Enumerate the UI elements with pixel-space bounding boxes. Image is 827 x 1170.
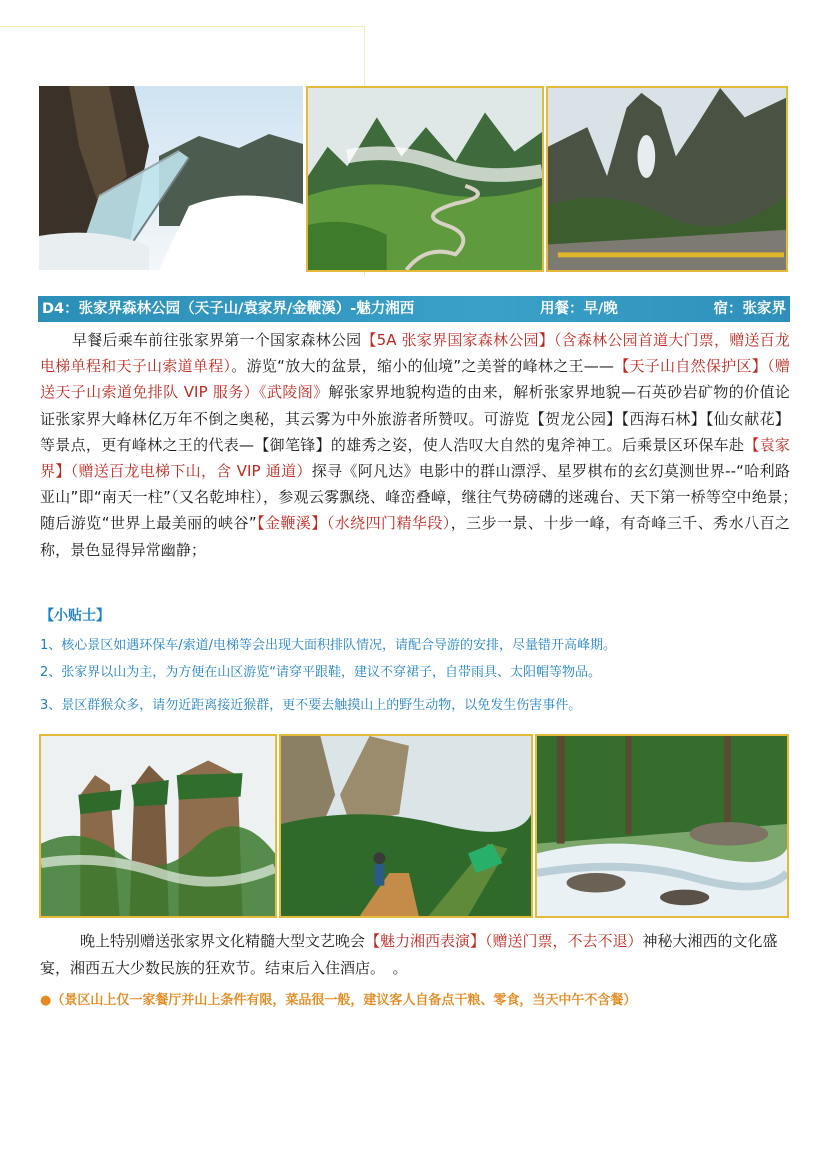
itinerary-text: 解张家界地貌构造的由来，解析张家界地貌—石英砂岩矿物的价值论证张家界大峰林亿万年不倒之奥秘，其云雾为中外旅游者所赞叹。可游览【贺龙公园】【西海石林】【仙女献花】等景点，更有峰林之王的代表—【御笔锋】的雄秀之姿，使人浩叹大自然的鬼斧神工。后乘景区环保车赴 xyxy=(40,383,791,454)
tip-item: 1、核心景区如遇环保车/索道/电梯等会出现大面积排队情况，请配合导游的安排，尽量错开高峰期。 xyxy=(40,638,617,653)
tip-item: 2、张家界以山为主，为方便在山区游览“请穿平跟鞋，建议不穿裙子，自带雨具、太阳帽等物品。 xyxy=(40,665,602,680)
jinbianxi-highlight: 【金鞭溪】（水绕四门精华段） xyxy=(256,514,451,533)
tips-title: 【小贴士】 xyxy=(40,608,110,624)
day-title: D4：张家界森林公园（天子山/袁家界/金鞭溪）-魅力湘西 xyxy=(42,301,415,317)
itinerary-text: ，三步一景、十步一峰，有奇峰三千、秀水八百之称，景色显得异常幽静； xyxy=(40,514,791,559)
meal-note: ●（景区山上仅一家餐厅并山上条件有限，菜品很一般，建议客人自备点干粮、零食，当天中午不含餐） xyxy=(40,993,637,1008)
forest-park-highlight: 【5A 张家界国家森林公园】（含森林公园首道大门票，赠送百龙电梯单程和天子山索道单程） xyxy=(40,331,790,376)
evening-paragraph xyxy=(40,928,790,982)
winding-mountain-road-photo xyxy=(306,86,544,272)
hotel-info: 宿：张家界 xyxy=(713,301,786,317)
sandstone-pillars-photo xyxy=(39,734,277,918)
yuanjiajie-highlight: 【袁家界】（赠送百龙电梯下山，含 VIP 通道） xyxy=(40,435,790,481)
golden-whip-stream-photo xyxy=(535,734,789,918)
tianmen-cave-photo xyxy=(546,86,788,272)
itinerary-text: 探寻《阿凡达》电影中的群山漂浮、星罗棋布的玄幻莫测世界--“哈利路亚山”即“南天一柱”（又名乾坤柱），参观云雾飘绕、峰峦叠嶂，继往气势磅礴的迷魂台、天下第一桥等空中绝景； 随后游览“世界上最美丽的峡谷” xyxy=(40,462,806,533)
itinerary-text: 。游览“放大的盆景，缩小的仙境”之美誉的峰林之王—— xyxy=(231,357,614,376)
show-highlight: 【魅力湘西表演】（赠送门票，不去不退） xyxy=(365,932,643,950)
evening-text: 晚上特别赠送张家界文化精髓大型文艺晚会 xyxy=(80,932,366,950)
meals-info: 用餐：早/晚 xyxy=(540,301,618,317)
glass-skywalk-photo xyxy=(39,86,303,270)
decorative-line xyxy=(0,26,365,27)
forest-railway-photo xyxy=(279,734,533,918)
evening-text: 神秘大湘西的文化盛宴，湘西五大少数民族的狂欢节。结束后入住酒店。 。 xyxy=(40,932,778,977)
day-header-bar xyxy=(38,296,790,322)
itinerary-text: 早餐后乘车前往张家界第一个国家森林公园 xyxy=(72,331,362,349)
tip-item: 3、景区群猴众多，请勿近距离接近猴群，更不要去触摸山上的野生动物，以免发生伤害事件。 xyxy=(40,698,582,713)
itinerary-paragraph xyxy=(40,327,806,563)
tianzi-highlight: 【天子山自然保护区】（赠送天子山索道免排队 VIP 服务）《武陵阁》 xyxy=(40,357,790,402)
